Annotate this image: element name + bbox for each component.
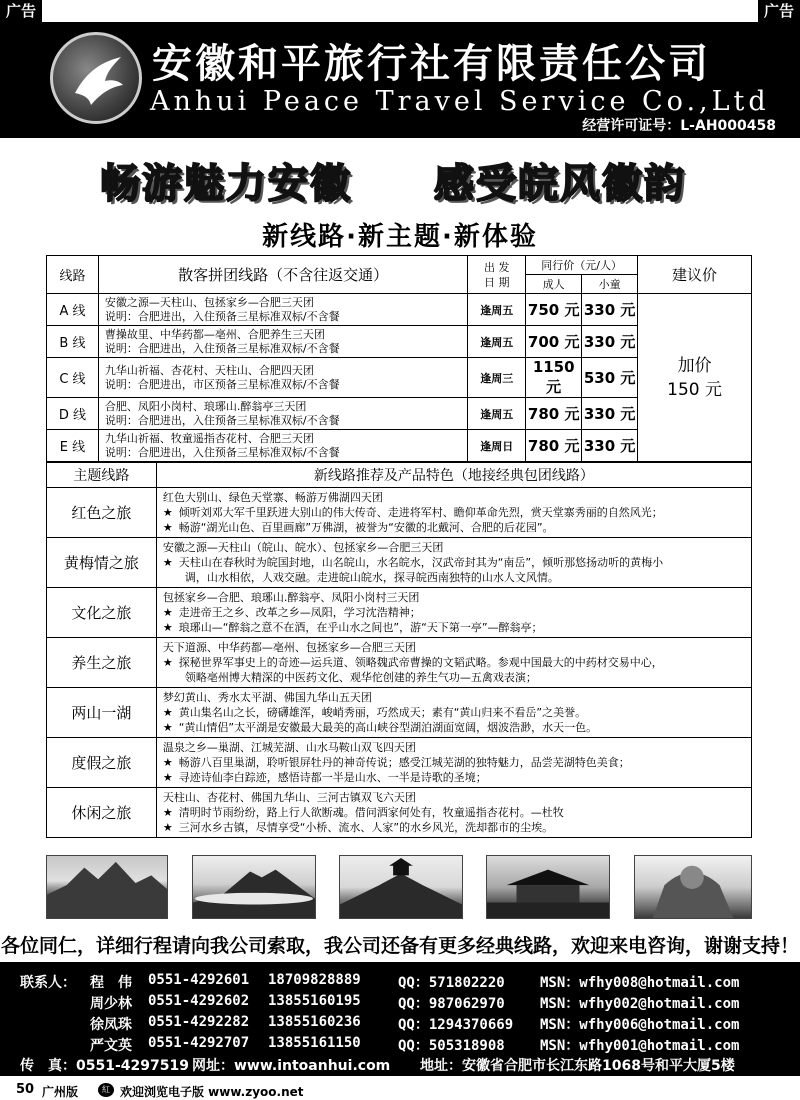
route-depart: 逢周日 [468, 430, 526, 462]
route-code: B 线 [47, 326, 99, 358]
theme-bullet [163, 720, 745, 735]
route-desc [98, 294, 467, 326]
route-desc [98, 358, 467, 398]
edition-badge: 紅 [98, 1083, 114, 1097]
contact-msn: MSN：wfhy001@hotmail.com [540, 1038, 740, 1054]
star-icon: ★ [162, 556, 173, 569]
photo-mountain-peaks [46, 855, 168, 919]
route-name: 安徽之源—天柱山、包拯家乡—合肥三天团 [104, 295, 314, 309]
star-icon: ★ [162, 606, 173, 619]
contact-qq: QQ：987062970 [398, 996, 505, 1012]
theme-content [156, 638, 751, 688]
theme-bullet [163, 805, 745, 820]
contact-website: 网址：www.intoanhui.com [192, 1058, 391, 1074]
theme-bullet-continued: 调，山水相依，人戏交融。走进皖山皖水，探寻皖西南独特的山水人文风情。 [184, 571, 559, 584]
route-note: 说明：合肥进出，入住预备三星标准双标/不含餐 [104, 445, 340, 459]
table-row [47, 488, 752, 538]
route-depart: 逢周五 [468, 398, 526, 430]
theme-route: 安徽之源—天柱山（皖山、皖水）、包拯家乡—合肥三天团 [162, 541, 444, 554]
theme-bullet [163, 655, 745, 670]
theme-name: 文化之旅 [47, 588, 157, 638]
contact-tel: 0551-4292282 [148, 1014, 250, 1030]
theme-content [156, 488, 751, 538]
theme-bullet-text: 三河水乡古镇，尽情享受“小桥、流水、人家”的水乡风光，洗却都市的尘埃。 [178, 821, 554, 834]
slogan-1: 畅游魅力安徽 [100, 161, 352, 207]
route-table [46, 255, 752, 462]
theme-bullet-text: 寻迹诗仙李白踪迹，感悟诗都一半是山水、一半是诗歌的圣境； [178, 771, 487, 784]
dove-icon [67, 53, 127, 111]
contact-tel: 0551-4292707 [148, 1035, 250, 1051]
header-depart-bottom: 日 期 [484, 275, 510, 289]
theme-content [156, 688, 751, 738]
company-name-en: Anhui Peace Travel Service Co.,Ltd [150, 86, 770, 117]
route-note: 说明：合肥进出，入住预备三星标准双标/不含餐 [104, 341, 340, 355]
company-logo [50, 32, 142, 124]
theme-route: 天下道源、中华药都—亳州、包拯家乡—合肥三天团 [162, 641, 416, 654]
route-code: D 线 [47, 398, 99, 430]
contact-fax: 传 真：0551-4297519 [20, 1058, 189, 1074]
theme-bullet [163, 520, 745, 535]
theme-bullet [163, 755, 745, 770]
table-row [47, 638, 752, 688]
theme-name: 度假之旅 [47, 738, 157, 788]
theme-bullet-text: 畅游“湖光山色、百里画廊”万佛湖，被誉为“安徽的北戴河、合肥的后花园”。 [178, 521, 554, 534]
theme-bullet [163, 555, 745, 570]
theme-bullet [163, 820, 745, 835]
route-child-price: 330 元 [582, 294, 638, 326]
route-adult-price: 780 元 [526, 398, 582, 430]
contact-msn: MSN：wfhy008@hotmail.com [540, 975, 740, 991]
table-row [47, 738, 752, 788]
contact-name: 周少林 [90, 996, 132, 1012]
theme-bullet-text: 清明时节雨纷纷，路上行人欲断魂。借问酒家何处有，牧童遥指杏花村。—杜牧 [178, 806, 564, 819]
theme-name: 休闲之旅 [47, 788, 157, 838]
star-icon: ★ [162, 821, 173, 834]
header-route: 散客拼团线路（不含往返交通） [98, 256, 467, 294]
theme-bullet [163, 620, 745, 635]
suggest-line2: 150 元 [667, 379, 722, 400]
photo-pavilion [486, 855, 610, 919]
contact-tel: 0551-4292602 [148, 993, 250, 1009]
theme-name: 红色之旅 [47, 488, 157, 538]
theme-bullet-continued: 领略亳州博大精深的中医药文化、观华佗创建的养生气功—五禽戏表演； [184, 671, 537, 684]
contact-address: 地址：安徽省合肥市长江东路1068号和平大厦5楼 [420, 1058, 735, 1074]
route-note: 说明：合肥进出，入住预备三星标准双标/不含餐 [104, 413, 340, 427]
theme-bullet [163, 770, 745, 785]
header-theme-name: 主题线路 [47, 463, 157, 488]
subtitle: 新线路·新主题·新体验 [262, 222, 538, 252]
theme-bullet-text: 天柱山在春秋时为皖国封地，山名皖山，水名皖水，汉武帝封其为“南岳”，倾听那悠扬动听的黄梅小 [178, 556, 664, 569]
contact-msn: MSN：wfhy002@hotmail.com [540, 996, 740, 1012]
header-code: 线路 [47, 256, 99, 294]
page-number: 50 [16, 1082, 35, 1097]
route-child-price: 330 元 [582, 430, 638, 462]
theme-route: 包拯家乡—合肥、琅琊山.醉翁亭、凤阳小岗村三天团 [162, 591, 420, 604]
star-icon: ★ [162, 656, 173, 669]
company-name-cn: 安徽和平旅行社有限责任公司 [152, 41, 711, 87]
theme-route: 梦幻黄山、秀水太平湖、佛国九华山五天团 [162, 691, 372, 704]
star-icon: ★ [162, 806, 173, 819]
contact-mobile: 18709828889 [268, 972, 361, 988]
header-price-group: 同行价（元/人） [526, 256, 638, 275]
contact-qq: QQ：571802220 [398, 975, 505, 991]
table-row [47, 538, 752, 588]
contact-mobile: 13855161150 [268, 1035, 361, 1051]
photo-sea-of-clouds [192, 855, 316, 919]
header-suggest: 建议价 [638, 256, 752, 294]
theme-table [46, 462, 752, 838]
route-code: E 线 [47, 430, 99, 462]
theme-bullet-text: 黄山集名山之长，磅礴雄浑，峻峭秀丽，巧然成天；素有“黄山归来不看岳”之美誉。 [178, 706, 587, 719]
contact-msn: MSN：wfhy006@hotmail.com [540, 1017, 740, 1033]
theme-name: 两山一湖 [47, 688, 157, 738]
contact-name: 严文英 [90, 1038, 132, 1054]
star-icon: ★ [162, 521, 173, 534]
theme-name: 黄梅情之旅 [47, 538, 157, 588]
star-icon: ★ [162, 621, 173, 634]
header-depart [468, 256, 526, 294]
theme-bullet-text: 琅琊山—“醉翁之意不在酒，在乎山水之间也”，游“天下第一亭”—醉翁亭； [178, 621, 543, 634]
route-child-price: 530 元 [582, 358, 638, 398]
notice-text: 各位同仁，详细行程请向我公司索取，我公司还备有更多经典线路，欢迎来电咨询，谢谢支持！ [0, 935, 799, 957]
route-note: 说明：合肥进出，市区预备三星标准双标/不含餐 [104, 377, 340, 391]
theme-route: 天柱山、杏花村、佛国九华山、三河古镇双飞六天团 [162, 791, 416, 804]
star-icon: ★ [162, 721, 173, 734]
header-banner [0, 22, 800, 138]
suggest-price [638, 294, 752, 462]
photo-temple-on-peak [339, 855, 463, 919]
star-icon: ★ [162, 756, 173, 769]
header-child: 小童 [582, 275, 638, 294]
star-icon: ★ [162, 506, 173, 519]
theme-route: 温泉之乡—巢湖、江城芜湖、山水马鞍山双飞四天团 [162, 741, 416, 754]
theme-bullet-text: 倾听刘邓大军千里跃进大别山的伟大传奇、走进将军村、瞻仰革命先烈，赏天堂寨秀丽的自然风光； [178, 506, 663, 519]
star-icon: ★ [162, 706, 173, 719]
theme-bullet-text: 畅游八百里巢湖，聆听银屏牡丹的神奇传说；感受江城芜湖的独特魅力，品尝芜湖特色美食； [178, 756, 630, 769]
route-child-price: 330 元 [582, 326, 638, 358]
theme-bullet [163, 505, 745, 520]
footer [0, 1082, 800, 1100]
route-name: 曹操故里、中华药都—亳州、合肥养生三天团 [104, 327, 325, 341]
license-number: 经营许可证号：L-AH000458 [582, 118, 776, 134]
route-name: 九华山祈福、杏花村、天柱山、合肥四天团 [104, 363, 314, 377]
theme-bullet-text: “黄山情侣”太平湖是安徽最大最美的高山峡谷型湖泊湖面宽阔，烟波浩渺，水天一色。 [178, 721, 598, 734]
theme-content [156, 738, 751, 788]
photo-stone-statue [634, 855, 752, 919]
contact-tel: 0551-4292601 [148, 972, 250, 988]
route-depart: 逢周三 [468, 358, 526, 398]
theme-route: 红色大别山、绿色天堂寨、畅游万佛湖四天团 [162, 491, 383, 504]
contact-mobile: 13855160236 [268, 1014, 361, 1030]
ad-label-right: 广告 [758, 0, 800, 22]
contact-label: 联系人： [20, 975, 76, 991]
contact-mobile: 13855160195 [268, 993, 361, 1009]
route-note: 说明：合肥进出，入住预备三星标准双标/不含餐 [104, 309, 340, 323]
route-adult-price: 750 元 [526, 294, 582, 326]
table-row [47, 294, 752, 326]
table-row [47, 788, 752, 838]
theme-content [156, 538, 751, 588]
route-code: A 线 [47, 294, 99, 326]
theme-bullet-text: 探秘世界军事史上的奇迹—运兵道、领略魏武帝曹操的文韬武略。参观中国最大的中药材交易中心， [178, 656, 663, 669]
route-desc [98, 430, 467, 462]
slogan-2: 感受皖风徽韵 [434, 161, 686, 207]
route-code: C 线 [47, 358, 99, 398]
table-row [47, 688, 752, 738]
route-depart: 逢周五 [468, 326, 526, 358]
star-icon: ★ [162, 771, 173, 784]
theme-bullet [163, 605, 745, 620]
slogans [0, 152, 800, 212]
edition-label: 广州版 [42, 1085, 79, 1099]
route-name: 九华山祈福、牧童遥指杏花村、合肥三天团 [104, 431, 314, 445]
route-depart: 逢周五 [468, 294, 526, 326]
contact-qq: QQ：505318908 [398, 1038, 505, 1054]
theme-content [156, 588, 751, 638]
header-theme-content: 新线路推荐及产品特色（地接经典包团线路） [156, 463, 751, 488]
ad-label-left: 广告 [0, 0, 42, 22]
table-row [47, 588, 752, 638]
route-child-price: 330 元 [582, 398, 638, 430]
route-name: 合肥、凤阳小岗村、琅琊山.醉翁亭三天团 [104, 399, 307, 413]
footer-message: 欢迎浏览电子版 www.zyoo.net [120, 1085, 304, 1099]
contact-panel [0, 962, 800, 1076]
theme-name: 养生之旅 [47, 638, 157, 688]
contact-name: 程 伟 [90, 975, 132, 991]
suggest-line1: 加价 [677, 355, 712, 376]
route-desc [98, 326, 467, 358]
route-adult-price: 1150 元 [526, 358, 582, 398]
contact-name: 徐凤珠 [90, 1017, 132, 1033]
route-desc [98, 398, 467, 430]
route-adult-price: 780 元 [526, 430, 582, 462]
header-adult: 成人 [526, 275, 582, 294]
route-adult-price: 700 元 [526, 326, 582, 358]
photo-strip [46, 855, 752, 919]
contact-qq: QQ：1294370669 [398, 1017, 514, 1033]
theme-bullet-text: 走进帝王之乡、改革之乡—凤阳，学习沈浩精神； [178, 606, 421, 619]
header-depart-top: 出 发 [484, 260, 510, 274]
theme-bullet [163, 705, 745, 720]
theme-content [156, 788, 751, 838]
